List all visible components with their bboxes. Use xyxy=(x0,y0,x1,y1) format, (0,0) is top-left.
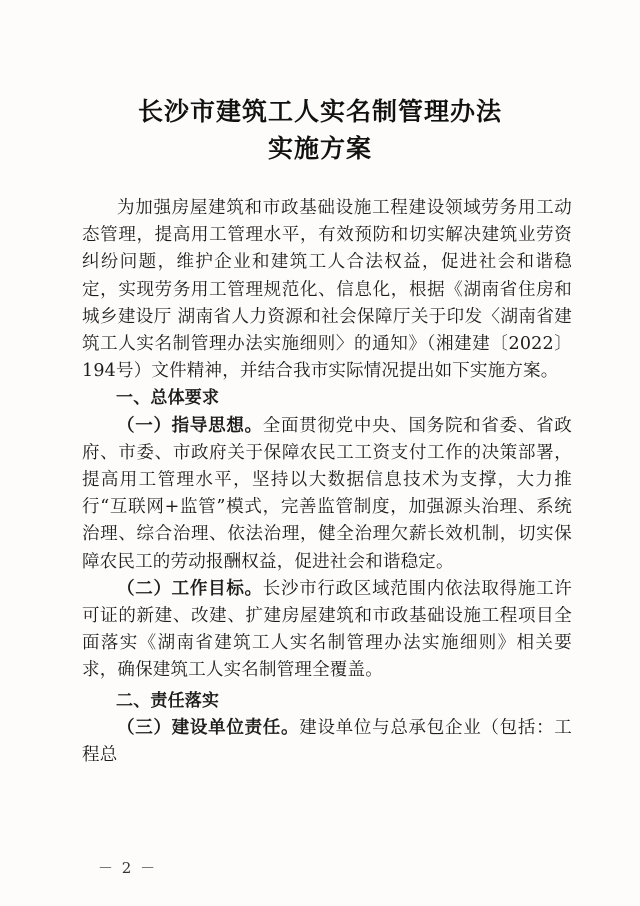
document-body xyxy=(82,195,572,769)
item1-paragraph xyxy=(82,413,572,576)
item3-paragraph xyxy=(82,715,572,769)
document-title-line1: 长沙市建筑工人实名制管理办法 xyxy=(137,97,502,126)
item2-label: （二）工作目标。 xyxy=(117,578,263,599)
item2-text: 长沙市行政区域范围内依法取得施工许可证的新建、改建、扩建房屋建筑和市政基础设施工程项目全面落实《湖南省建筑工人实名制管理办法实施细则》相关要求，确保建筑工人实名制管理全覆盖。 xyxy=(82,578,572,681)
page-number: － 2 － xyxy=(98,859,158,877)
document-title-line2: 实施方案 xyxy=(267,134,372,163)
item2-paragraph xyxy=(82,576,572,685)
item1-text: 全面贯彻党中央、国务院和省委、省政府、市委、市政府关于保障农民工工资支付工作的决策部署，提高用工管理水平，坚持以大数据信息技术为支撑，大力推行“互联网+监管”模式，完善监管制度，加强源头治理、系统治理、综合治理、依法治理，健全治理欠薪长效机制，切实保障农民工的劳动报酬权益，促进社会和谐稳定。 xyxy=(82,415,572,572)
intro-paragraph: 为加强房屋建筑和市政基础设施工程建设领域劳务用工动态管理，提高用工管理水平，有效预防和切实解决建筑业劳资纠纷问题，维护企业和建筑工人合法权益，促进社会和谐稳定，实现劳务用工管理规范化、信息化，根据《湖南省住房和城乡建设厅 湖南省人力资源和社会保障厅关于印发〈湖南省建筑工人实名制管理办法实施细则〉的通知》（湘建建〔2022〕194号）文件精神，并结合我市实际情况提出如下实施方案。 xyxy=(82,198,572,382)
section2-heading: 二、责任落实 xyxy=(116,690,220,711)
item3-label: （三）建设单位责任。 xyxy=(117,717,300,738)
item1-label: （一）指导思想。 xyxy=(117,415,263,436)
item3-text: 建设单位与总承包企业（包括：工程总 xyxy=(82,717,573,766)
section1-heading: 一、总体要求 xyxy=(116,388,220,409)
